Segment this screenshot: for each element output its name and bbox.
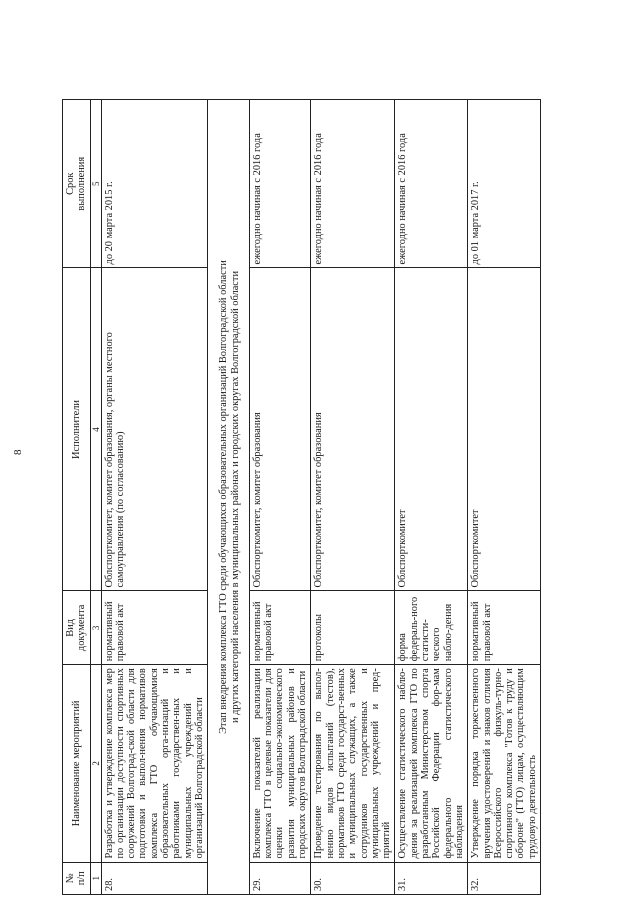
row-num: 28. (101, 862, 208, 894)
row-doc: нормативный правовой акт (249, 591, 310, 665)
header-exec: Исполнители (63, 268, 91, 591)
row-doc: нормативный правовой акт (101, 591, 208, 665)
row-exec: Облспорткомитет (395, 268, 468, 591)
row-doc: форма федераль-ного статисти-ческого наблю-дения (395, 591, 468, 665)
table-row (101, 100, 208, 895)
header-row (63, 100, 91, 895)
row-exec: Облспорткомитет, комитет образования (249, 268, 310, 591)
table-row (249, 100, 310, 895)
col-number: 4 (90, 268, 101, 591)
row-deadline: ежегодно начиная с 2016 года (249, 100, 310, 268)
row-num: 30. (311, 862, 395, 894)
header-name: Наименование мероприятий (63, 665, 91, 862)
table-row (395, 100, 468, 895)
row-num: 29. (249, 862, 310, 894)
row-name: Утверждение порядка торжественного вручения удостоверений и знаков отличия Всероссийского физкуль-турно-спортивного комплекса "Готов к труду и обороне" (ГТО) лицам, осуществляющим трудовую деятельность (468, 665, 541, 862)
row-deadline: ежегодно начиная с 2016 года (395, 100, 468, 268)
page-number: 8 (12, 449, 24, 455)
col-number: 3 (90, 591, 101, 665)
column-number-row (90, 100, 101, 895)
row-deadline: ежегодно начиная с 2016 года (311, 100, 395, 268)
table-row (468, 100, 541, 895)
row-doc: нормативный правовой акт (468, 591, 541, 665)
row-num: 32. (468, 862, 541, 894)
row-name: Включение показателей реализации комплекса ГТО в целевые показатели для оценки социально-экономического развития муниципальных районов и городских округов Волгоградской области (249, 665, 310, 862)
col-number: 2 (90, 665, 101, 862)
row-exec: Облспорткомитет, комитет образования, органы местного самоуправления (по согласованию) (101, 268, 208, 591)
row-name: Проведение тестирования по выпол-нению видов испытаний (тестов), нормативов ГТО среди государст-венных и муниципальных служащих, а также сотрудников государственных и муниципальных учреждений и пред-приятий (311, 665, 395, 862)
row-exec: Облспорткомитет, комитет образования (311, 268, 395, 591)
row-doc: протоколы (311, 591, 395, 665)
row-deadline: до 20 марта 2015 г. (101, 100, 208, 268)
row-exec: Облспорткомитет (468, 268, 541, 591)
header-doc: Вид документа (63, 591, 91, 665)
table-row (311, 100, 395, 895)
measures-table (62, 99, 541, 895)
header-deadline: Срок выполнения (63, 100, 91, 268)
row-name: Разработка и утверждение комплекса мер по организации доступности спортивных сооружений Волгоград-ской области для подготовки и выпол-нения нормативов комплекса ГТО обучающимися образовательных орга-низаций и работниками государствен-ных и муниципальных учреждений и организаций Волгоградской области (101, 665, 208, 862)
section-row (208, 100, 250, 895)
row-deadline: до 01 марта 2017 г. (468, 100, 541, 268)
col-number: 5 (90, 100, 101, 268)
section-title: Этап внедрения комплекса ГТО среди обучающихся образовательных организаций Волгоградской области и других категорий населения в муниципальных районах и городских округах Волгоградской области (208, 100, 250, 895)
header-num: № п/п (63, 862, 91, 894)
row-num: 31. (395, 862, 468, 894)
row-name: Осуществление статистического наблю-дения за реализацией комплекса ГТО по разработанным Министерством спорта Российской Федерации фор-мам федерального статистического наблюдения (395, 665, 468, 862)
col-number: 1 (90, 862, 101, 894)
